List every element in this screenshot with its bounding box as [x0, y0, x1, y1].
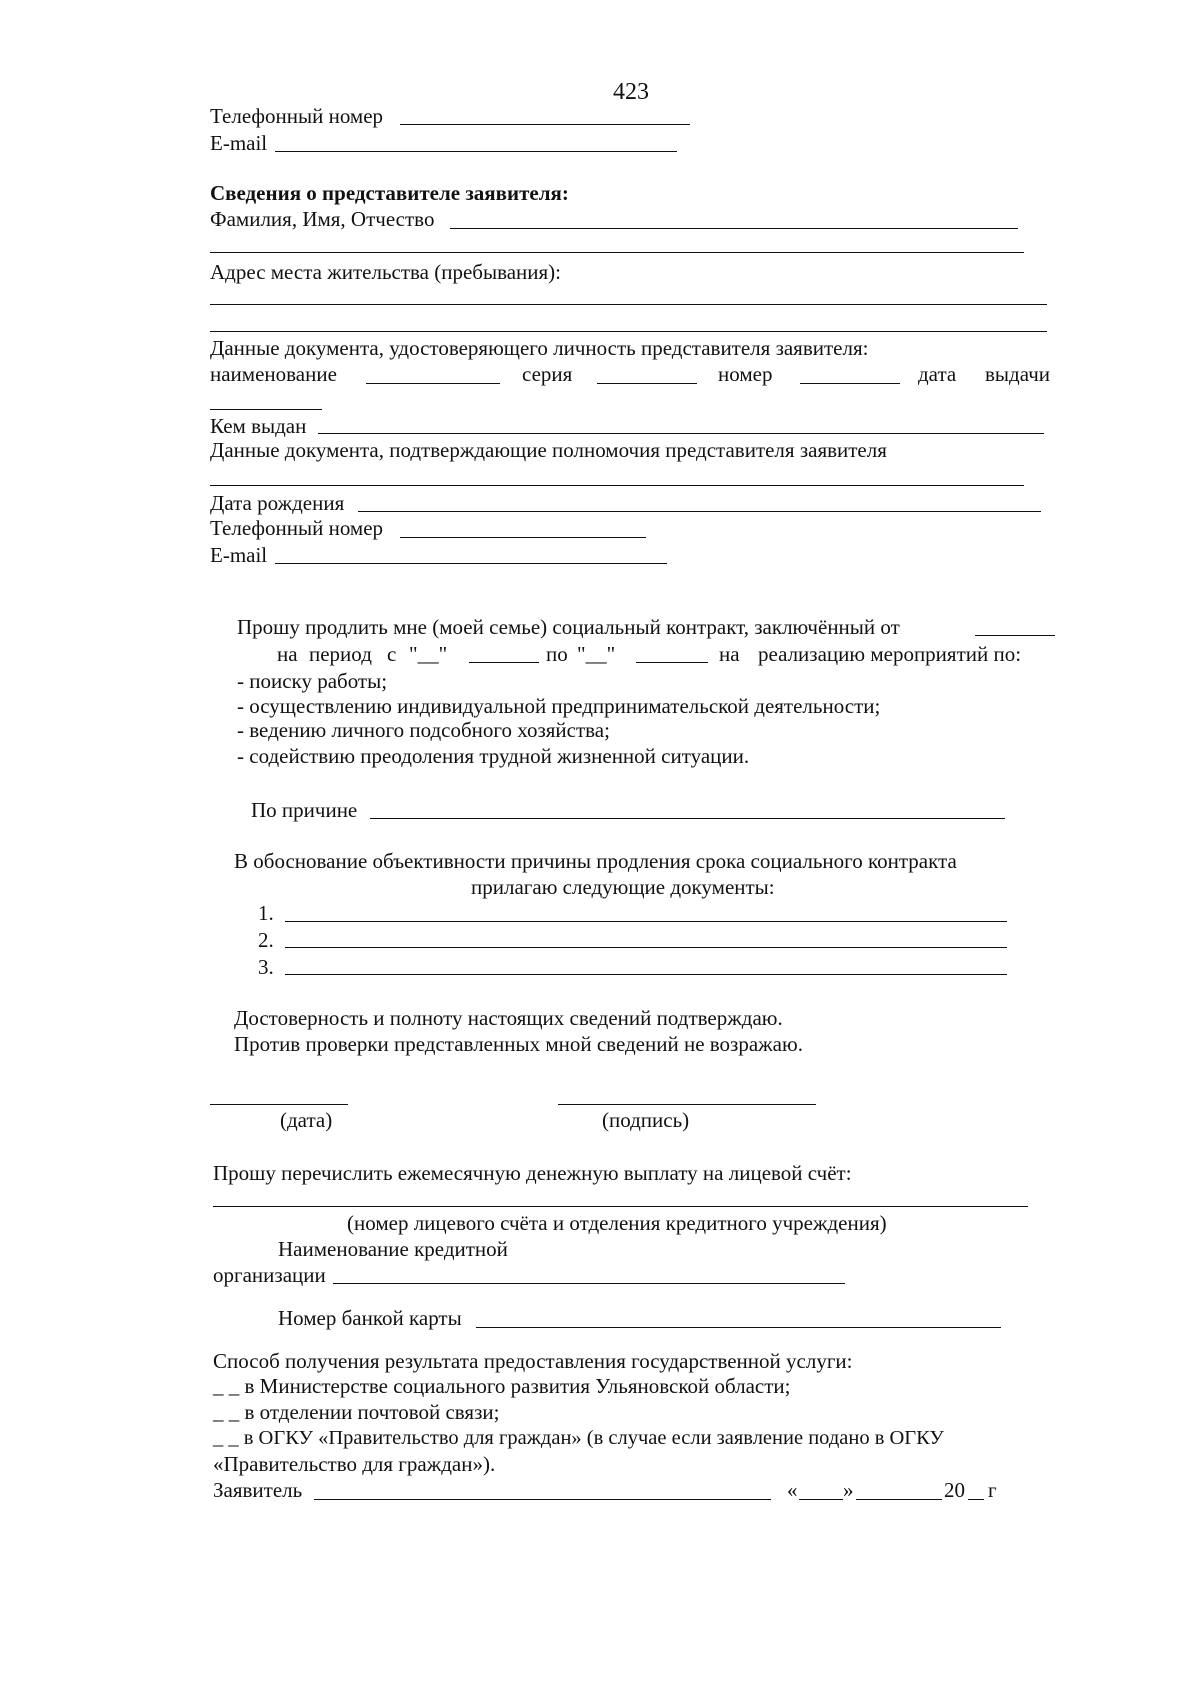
rep-authority-doc-field[interactable]: [210, 485, 1024, 486]
bank-card-label: Номер банкой карты: [278, 1306, 462, 1330]
reason-field[interactable]: [370, 818, 1005, 819]
result-heading: Способ получения результата предоставления государственной услуги:: [213, 1349, 853, 1373]
year-prefix: 20: [944, 1478, 965, 1502]
rep-doc-series-field[interactable]: [597, 383, 697, 384]
bank-card-field[interactable]: [476, 1327, 1001, 1328]
rep-birth-date-field[interactable]: [358, 511, 1041, 512]
applicant-signature-field[interactable]: [314, 1499, 771, 1500]
confirmation-line-2: Против проверки представленных мной сведений не возражаю.: [234, 1032, 803, 1056]
rep-doc-name-field[interactable]: [366, 383, 500, 384]
result-option-ogku-continued: «Правительство для граждан»).: [213, 1452, 496, 1476]
rep-fio-field[interactable]: [450, 228, 1018, 229]
rep-issued-by-field[interactable]: [318, 433, 1044, 434]
period-word: период: [309, 642, 372, 666]
representative-heading: Сведения о представителе заявителя:: [210, 181, 569, 205]
contract-date-field[interactable]: [975, 635, 1055, 636]
attachment-number-1: 1.: [258, 901, 274, 925]
rep-birth-date-label: Дата рождения: [210, 491, 345, 515]
period-tail: реализацию мероприятий по:: [758, 642, 1022, 666]
rep-email-field[interactable]: [275, 563, 667, 564]
confirmation-line-1: Достоверность и полноту настоящих сведений подтверждаю.: [234, 1006, 783, 1030]
period-from-month-field[interactable]: [469, 662, 539, 663]
applicant-email-label: E-mail: [210, 131, 268, 155]
account-number-field[interactable]: [213, 1206, 1028, 1207]
signature-caption: (подпись): [602, 1108, 690, 1132]
date-quote-close: »: [843, 1478, 854, 1502]
signature-date-caption: (дата): [280, 1108, 333, 1132]
year-suffix: г: [988, 1478, 997, 1502]
measure-item-3: - ведению личного подсобного хозяйства;: [237, 718, 610, 742]
signature-date-field[interactable]: [210, 1104, 348, 1105]
credit-org-label-1: Наименование кредитной: [278, 1237, 508, 1261]
account-caption: (номер лицевого счёта и отделения кредитного учреждения): [347, 1211, 887, 1235]
measure-item-2: - осуществлению индивидуальной предпринимательской деятельности;: [237, 694, 881, 718]
applicant-email-field[interactable]: [275, 151, 677, 152]
footer-year-field[interactable]: [968, 1499, 984, 1500]
result-option-ministry[interactable]: _ _ в Министерстве социального развития Ульяновской области;: [213, 1374, 791, 1398]
attachment-number-3: 3.: [258, 955, 274, 979]
signature-field[interactable]: [558, 1104, 816, 1105]
reason-label: По причине: [251, 798, 358, 822]
rep-issued-by-label: Кем выдан: [210, 414, 307, 438]
rep-doc-series-label: серия: [522, 362, 573, 386]
bank-request-line: Прошу перечислить ежемесячную денежную выплату на лицевой счёт:: [213, 1161, 852, 1185]
rep-id-doc-label: Данные документа, удостоверяющего личность представителя заявителя:: [210, 336, 869, 360]
justification-line-2: прилагаю следующие документы:: [471, 875, 775, 899]
period-na-2: на: [719, 642, 740, 666]
rep-email-label: E-mail: [210, 543, 268, 567]
credit-org-label-2: организации: [213, 1263, 326, 1287]
rep-doc-name-label: наименование: [210, 362, 337, 386]
footer-month-field[interactable]: [856, 1499, 942, 1500]
page-number: 423: [613, 79, 649, 105]
attachment-number-2: 2.: [258, 928, 274, 952]
rep-fio-label: Фамилия, Имя, Отчество: [210, 207, 435, 231]
rep-address-field-1[interactable]: [210, 304, 1047, 305]
rep-doc-issue-date-label-2: выдачи: [985, 362, 1050, 386]
result-option-post[interactable]: _ _ в отделении почтовой связи;: [213, 1400, 500, 1424]
period-from-day: "__": [409, 642, 448, 666]
rep-doc-number-field[interactable]: [800, 383, 900, 384]
rep-address-label: Адрес места жительства (пребывания):: [210, 260, 562, 284]
period-to: по: [546, 642, 568, 666]
rep-phone-field[interactable]: [400, 537, 646, 538]
request-line-1: Прошу продлить мне (моей семье) социальный контракт, заключённый от: [237, 615, 900, 639]
measure-item-1: - поиску работы;: [237, 669, 388, 693]
rep-doc-issue-date-label: дата: [918, 362, 957, 386]
applicant-label: Заявитель: [213, 1478, 303, 1502]
credit-org-field[interactable]: [333, 1283, 845, 1284]
rep-phone-label: Телефонный номер: [210, 516, 384, 540]
attachment-field-1[interactable]: [285, 921, 1007, 922]
period-na: на: [277, 642, 298, 666]
applicant-phone-label: Телефонный номер: [210, 104, 384, 128]
attachment-field-3[interactable]: [285, 974, 1007, 975]
rep-authority-doc-label: Данные документа, подтверждающие полномочия представителя заявителя: [210, 438, 887, 462]
footer-day-field[interactable]: [799, 1499, 843, 1500]
measure-item-4: - содействию преодоления трудной жизненной ситуации.: [237, 744, 750, 768]
rep-doc-issue-date-field[interactable]: [210, 409, 322, 410]
rep-address-field-2[interactable]: [210, 331, 1047, 332]
date-quote-open: «: [787, 1478, 798, 1502]
rep-doc-number-label: номер: [718, 362, 773, 386]
period-to-day: "__": [577, 642, 616, 666]
attachment-field-2[interactable]: [285, 947, 1007, 948]
rep-fio-field-continued[interactable]: [210, 252, 1024, 253]
applicant-phone-field[interactable]: [400, 124, 690, 125]
period-from: с: [387, 642, 397, 666]
justification-line-1: В обоснование объективности причины продления срока социального контракта: [234, 849, 957, 873]
period-to-month-field[interactable]: [636, 662, 708, 663]
result-option-ogku[interactable]: _ _ в ОГКУ «Правительство для граждан» (в случае если заявление подано в ОГКУ: [213, 1427, 944, 1449]
